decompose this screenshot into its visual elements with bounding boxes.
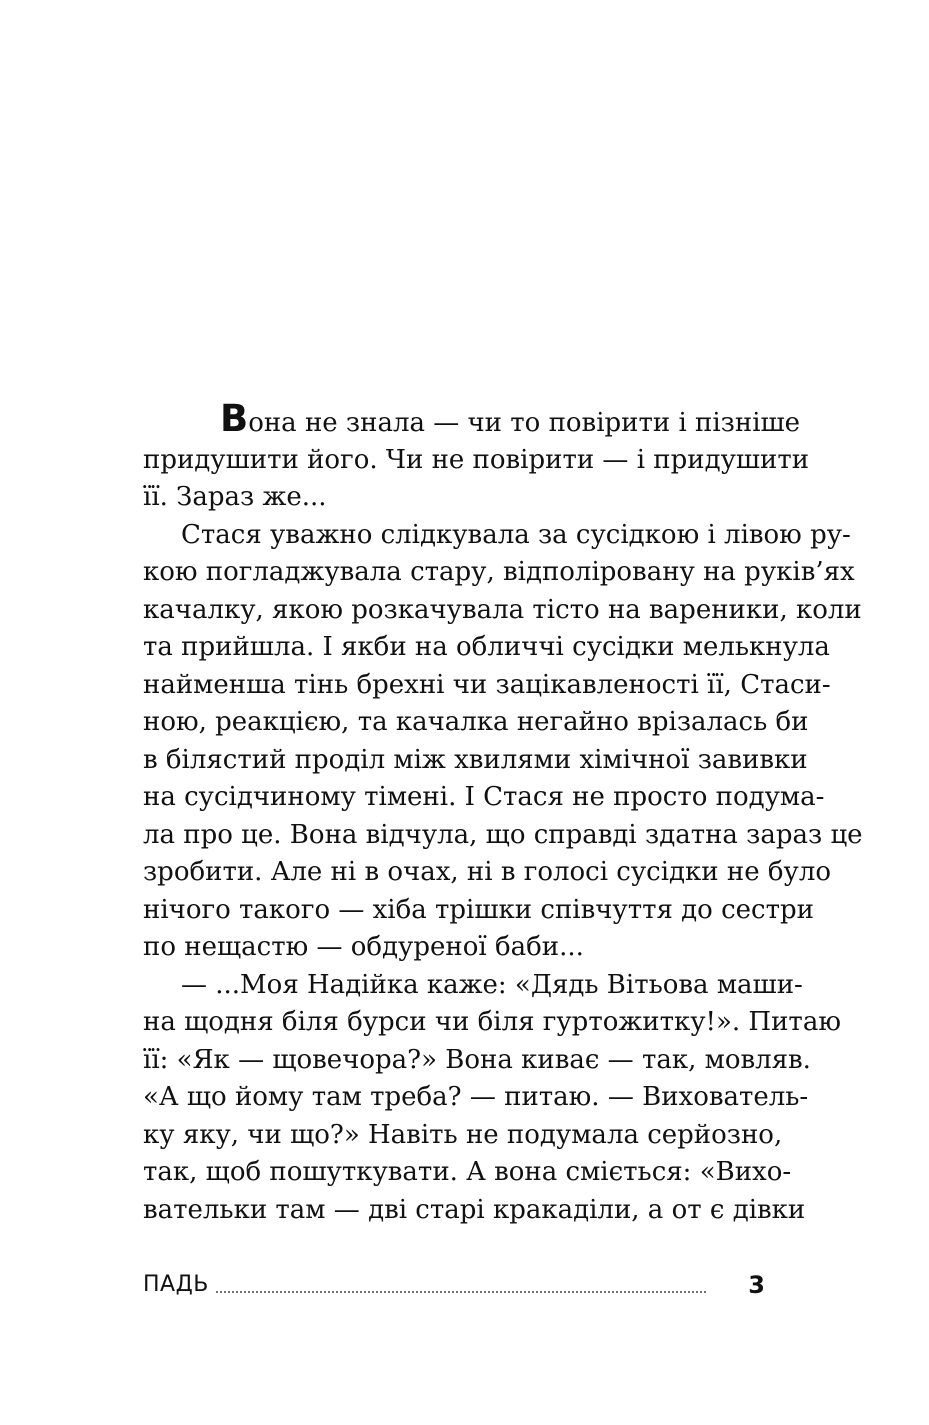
text-line: зробити. Але ні в очах, ні в голосі сусідки не було — [143, 857, 831, 887]
text-line: ною, реакцією, та качалка негайно врізалась би — [143, 707, 809, 737]
text-line — [143, 397, 801, 442]
text-line: так, щоб пошуткувати. А вона сміється: «Вихо- — [143, 1157, 792, 1187]
page-footer — [143, 1266, 765, 1298]
page-number: 3 — [748, 1271, 765, 1299]
text-line: — ...Моя Надійка каже: «Дядь Вітьова маши- — [181, 969, 803, 1000]
running-title: ПАДЬ — [143, 1272, 209, 1297]
text-line: качалку, якою розкачувала тісто на вареники, коли — [143, 594, 862, 625]
text-line: та прийшла. І якби на обличчі сусідки мелькнула — [143, 632, 830, 662]
text-line: «А що йому там треба? — питаю. — Вихователь- — [143, 1082, 809, 1112]
text-line: вательки там — дві старі кракаділи, а от є дівки — [143, 1194, 806, 1225]
text-line: ку яку, чи що?» Навіть не подумала серйозно, — [143, 1119, 783, 1150]
text-line: Стася уважно слідкувала за сусідкою і лівою ру- — [181, 519, 851, 550]
text-line: її. Зараз же... — [143, 482, 327, 512]
text-line: нічого такого — хіба трішки співчуття до сестри — [143, 894, 814, 925]
text-line: на щодня біля бурси чи біля гуртожитку!». Питаю — [143, 1007, 841, 1037]
text-line: в білястий проділ між хвилями хімічної завивки — [143, 744, 808, 775]
text-line-content: она не знала — чи то повірити і пізніше — [248, 408, 801, 438]
body-text — [143, 397, 863, 1229]
dot-leader — [215, 1291, 708, 1293]
text-line: по нещастю — обдуреної баби... — [143, 932, 584, 962]
text-line: кою погладжувала стару, відполіровану на руків’ях — [143, 557, 855, 587]
text-line: на сусідчиному тімені. І Стася не просто подума- — [143, 782, 825, 812]
text-line: придушити його. Чи не повірити — і придушити — [143, 444, 810, 475]
text-line: її: «Як — щовечора?» Вона киває — так, мовляв. — [143, 1044, 811, 1075]
text-line: найменша тінь брехні чи зацікавленості її, Стаси- — [143, 669, 831, 700]
drop-cap: В — [220, 397, 249, 440]
text-line: ла про це. Вона відчула, що справді здатна зараз це — [143, 819, 863, 850]
